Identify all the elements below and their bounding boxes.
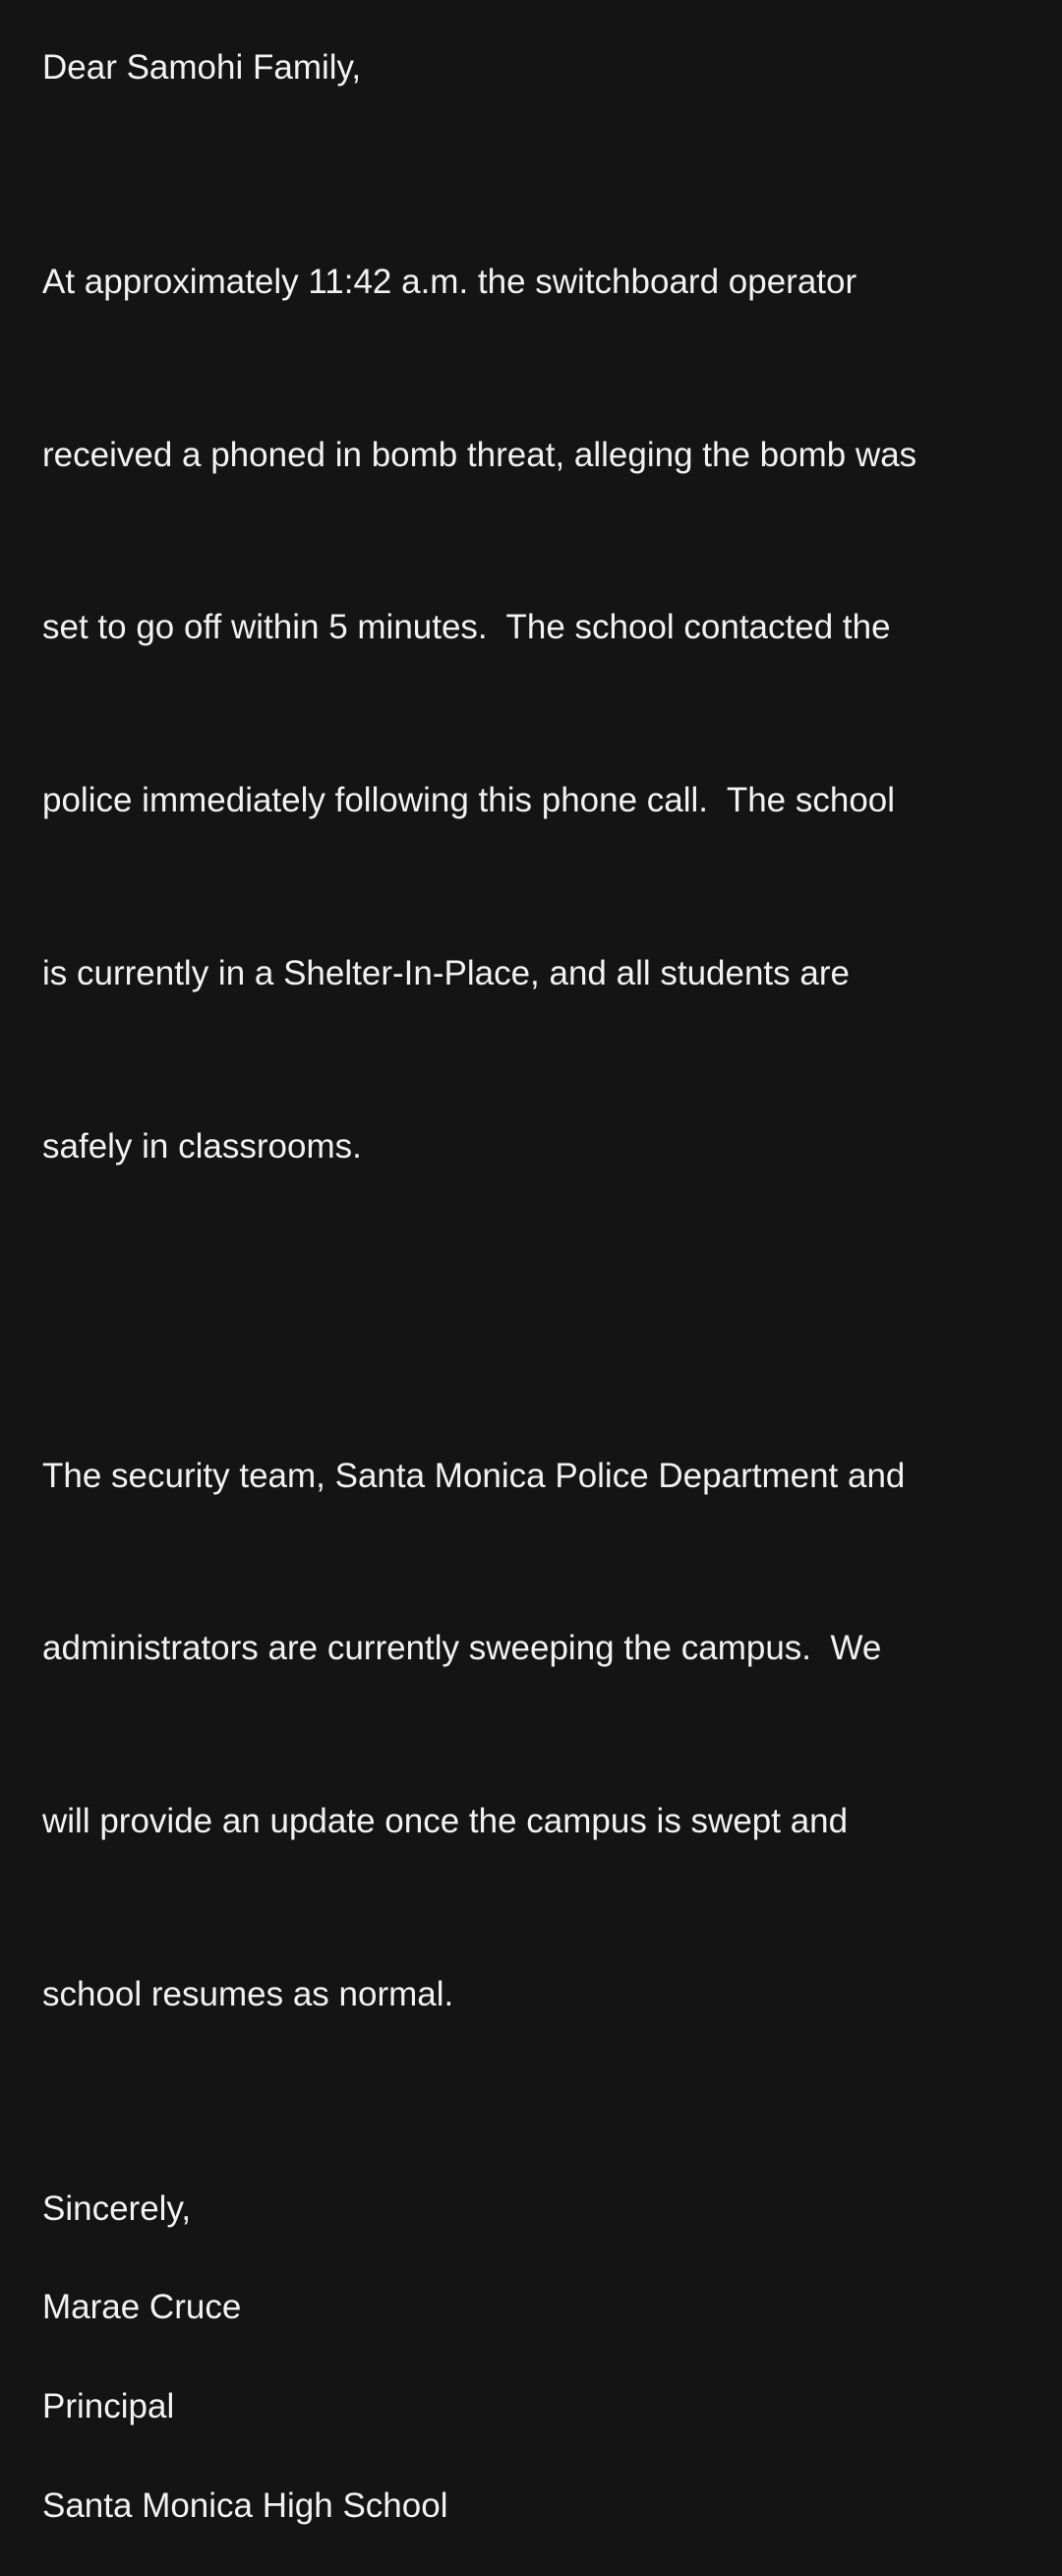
paragraph-line: received a phoned in bomb threat, alleging the bomb was xyxy=(42,435,917,474)
signature-title: Principal xyxy=(42,2386,175,2426)
paragraph-line: will provide an update once the campus is swept and xyxy=(42,1802,849,1841)
paragraph-incident xyxy=(42,139,1026,1291)
paragraph-line: police immediately following this phone call. The school xyxy=(42,781,896,820)
paragraph-line: The security team, Santa Monica Police Department and xyxy=(42,1456,906,1495)
paragraph-line: is currently in a Shelter-In-Place, and all students are xyxy=(42,953,850,992)
letter-body xyxy=(42,39,1026,2576)
closing: Sincerely, xyxy=(42,2188,192,2228)
signature-name: Marae Cruce xyxy=(42,2288,242,2327)
paragraph-line: administrators are currently sweeping the campus. We xyxy=(42,1629,882,1668)
greeting: Dear Samohi Family, xyxy=(42,48,362,87)
paragraph-line: set to go off within 5 minutes. The school contacted the xyxy=(42,608,891,647)
paragraph-line: At approximately 11:42 a.m. the switchboard operator xyxy=(42,262,857,301)
paragraph-line: safely in classrooms. xyxy=(42,1126,362,1166)
paragraph-line: school resumes as normal. xyxy=(42,1975,454,2013)
signature-org: Santa Monica High School xyxy=(42,2486,448,2525)
paragraph-update xyxy=(42,1332,1026,2138)
